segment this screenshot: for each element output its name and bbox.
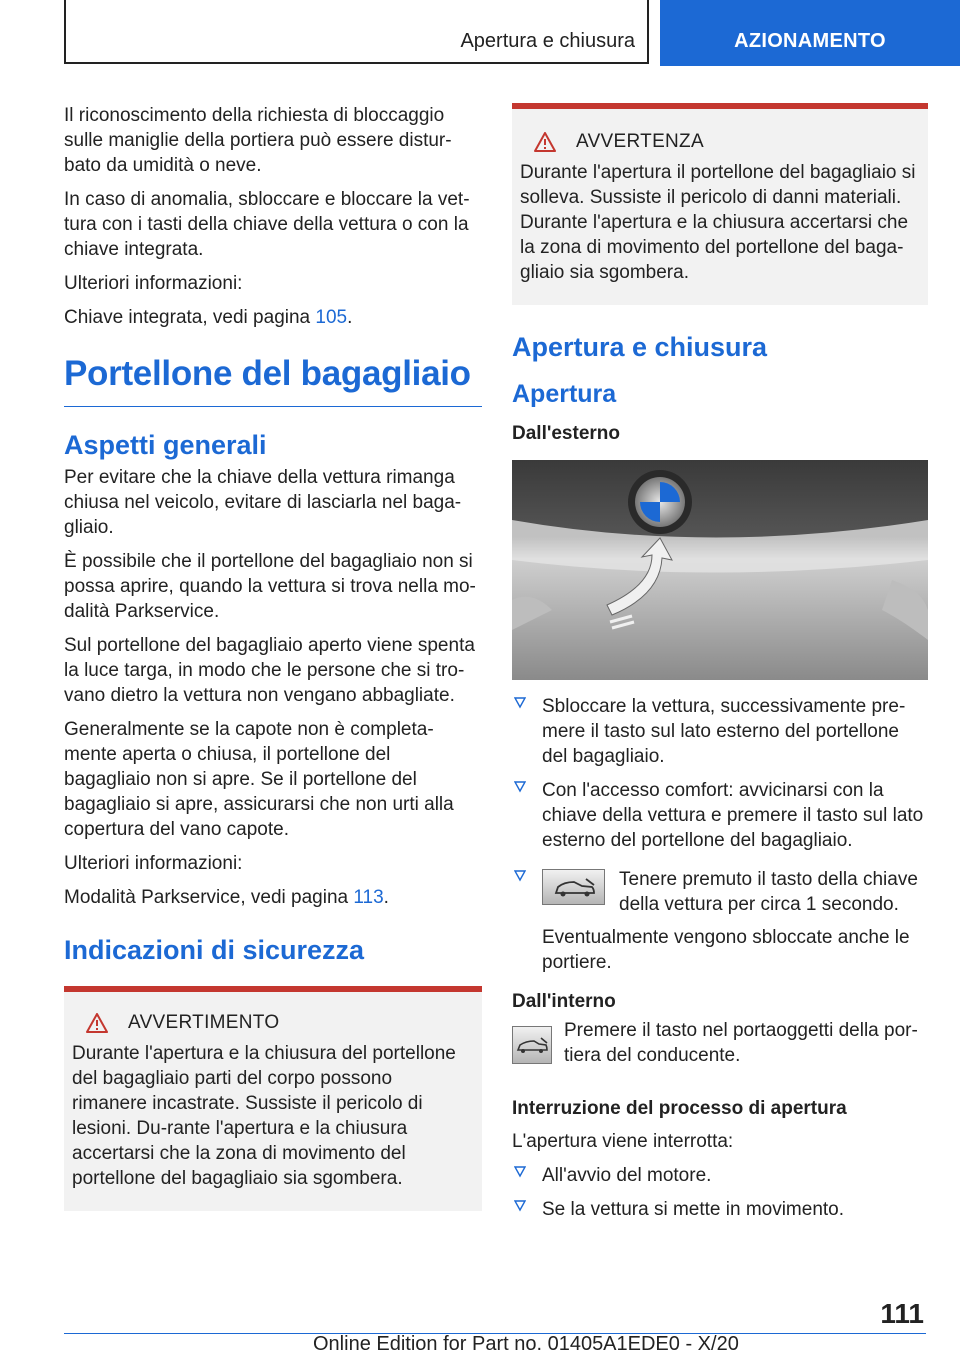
paragraph: Ulteriori informazioni: [64, 853, 243, 874]
trunk-handle-photo [512, 460, 928, 680]
warning-triangle-icon [534, 132, 556, 152]
list-item: Sbloccare la vettura, successivamente pre-mere il tasto sul lato esterno del portellone del bagagliaio. [512, 694, 928, 769]
opening-steps-list [512, 694, 928, 975]
caution-text: Durante l'apertura il portellone del bagagliaio si solleva. Sussiste il pericolo di danni materiali. Durante l'apertura e la chiusura accertarsi che la zona di movimento del portellone del baga-gliaio sia sgombera. [520, 162, 916, 283]
bullet-triangle-icon [514, 779, 526, 793]
list-item: Se la vettura si mette in movimento. [512, 1197, 928, 1222]
bullet-triangle-icon [514, 695, 526, 709]
page-number: 111 [880, 1298, 924, 1329]
subsection-title-general: Aspetti generali [64, 430, 267, 460]
paragraph: Sul portellone del bagagliaio aperto viene spenta la luce targa, in modo che le persone che si tro-vano dietro la vettura non vengano abbagliate. [64, 635, 475, 706]
subsection-title-opening: Apertura [512, 380, 617, 408]
paragraph: Per evitare che la chiave della vettura rimanga chiusa nel veicolo, evitare di lasciarla nel baga-gliaio. [64, 467, 462, 538]
warning-box [64, 986, 482, 1211]
subsection-title-safety: Indicazioni di sicurezza [64, 935, 365, 965]
subsection-title-open: Apertura e chiusura [512, 332, 768, 362]
left-column [64, 103, 482, 1211]
paragraph: Il riconoscimento della richiesta di bloccaggio sulle maniglie della portiera può essere distur-bato da umidità o neve. [64, 105, 452, 176]
paragraph: L'apertura viene interrotta: [512, 1131, 734, 1152]
footer-edition: Online Edition for Part no. 01405A1EDE0 - X/20 [313, 1333, 739, 1355]
caution-title: AVVERTENZA [576, 131, 704, 152]
heading-interrupt: Interruzione del processo di apertura [512, 1098, 847, 1119]
heading-inside: Dall'interno [512, 991, 616, 1012]
page-link-105[interactable]: 105 [315, 307, 348, 328]
header-section-tab [64, 0, 649, 64]
car-key-trunk-icon [542, 869, 605, 905]
bullet-triangle-icon [514, 868, 526, 882]
warning-title: AVVERTIMENTO [128, 1012, 280, 1033]
header-chapter-title: AZIONAMENTO [734, 30, 886, 52]
paragraph: In caso di anomalia, sbloccare e bloccare la vet-tura con i tasti della chiave della vettura o con la chiave integrata. [64, 189, 470, 260]
interrupt-list [512, 1163, 928, 1222]
bullet-triangle-icon [514, 1198, 526, 1212]
paragraph: Ulteriori informazioni: [64, 273, 243, 294]
paragraph: Generalmente se la capote non è completa-mente aperta o chiusa, il portellone del bagagliaio non si apre. Se il portellone del bagagliaio si apre, assicurarsi che non urti alla copertura del vano capote. [64, 719, 454, 840]
paragraph: Chiave integrata, vedi pagina 105. [64, 307, 353, 328]
right-column [512, 103, 928, 1231]
bullet-triangle-icon [514, 1164, 526, 1178]
caution-box [512, 103, 928, 305]
section-title: Portellone del bagagliaio [64, 354, 482, 407]
warning-text: Durante l'apertura e la chiusura del portellone del bagagliaio parti del corpo possono rimanere incastrate. Sussiste il pericolo di lesioni. Du-rante l'apertura e la chiusura accertarsi che la zona di movimento del portellone del bagagliaio sia sgombera. [72, 1043, 456, 1189]
paragraph: Modalità Parkservice, vedi pagina 113. [64, 887, 389, 908]
inside-text: Premere il tasto nel portaoggetti della por-tiera del conducente. [564, 1020, 918, 1066]
heading-outside: Dall'esterno [512, 423, 620, 444]
trunk-button-icon [512, 1026, 552, 1064]
list-item: Tenere premuto il tasto della chiave della vettura per circa 1 secondo. Eventualmente vengono sbloccate anche le portiere. [512, 867, 928, 975]
paragraph: È possibile che il portellone del bagagliaio non si possa aprire, quando la vettura si trova nella mo-dalità Parkservice. [64, 551, 476, 622]
list-item: All'avvio del motore. [512, 1163, 928, 1188]
header-section-title: Apertura e chiusura [460, 30, 635, 52]
page-link-113[interactable]: 113 [353, 887, 384, 908]
note-text: Eventualmente vengono sbloccate anche le portiere. [542, 927, 910, 973]
list-item: Con l'accesso comfort: avvicinarsi con la chiave della vettura e premere il tasto sul lato esterno del portellone del bagagliaio. [512, 778, 928, 853]
header-chapter-tab[interactable] [660, 0, 960, 66]
warning-triangle-icon [86, 1013, 108, 1033]
